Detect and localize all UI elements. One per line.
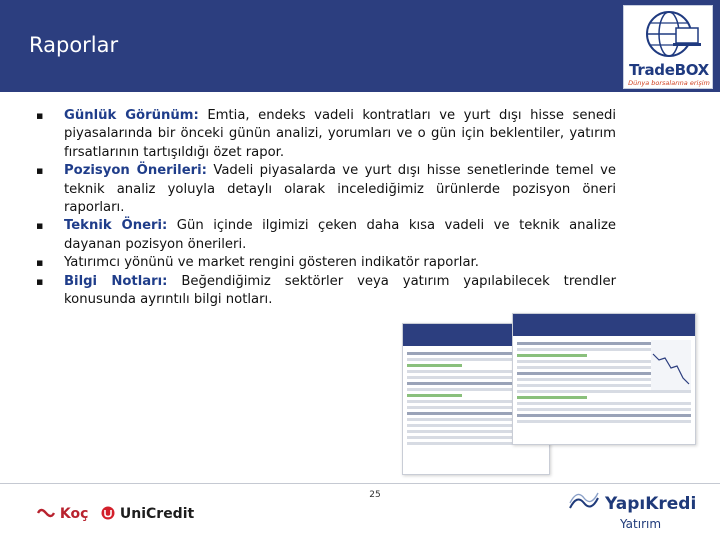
bullet-square-icon: ▪ [36, 109, 44, 122]
slide-header [0, 0, 720, 92]
bullet-item [36, 162, 616, 217]
bullet-term: Bilgi Notları: [64, 273, 168, 289]
logo-text: TradeBOX [629, 61, 709, 79]
globe-icon [624, 6, 714, 62]
bullet-item [36, 254, 616, 272]
report-thumbnail [512, 313, 696, 445]
bullet-text: Emtia, endeks vadeli kontratları ve yurt dışı hisse senedi piyasalarında bir önceki günün analizi, yorumları ve o gün için beklentiler, yatırım fırsatlarının tartışıldığı özet rapor. [64, 108, 616, 160]
bullet-square-icon: ▪ [36, 274, 44, 288]
bullet-term: Günlük Görünüm: [64, 108, 199, 123]
tradebox-logo [623, 5, 713, 89]
footer-divider [0, 483, 720, 484]
bullet-text: Gün içinde ilgimizi çeken daha kısa vadeli ve teknik analize dayanan pozisyon önerileri. [64, 218, 616, 252]
bullet-item [36, 107, 616, 162]
yapikredi-subtitle: Yatırım [620, 517, 662, 531]
unicredit-logo-text: UniCredit [119, 506, 195, 522]
bullet-text: Vadeli piyasalarda ve yurt dışı hisse senetlerinde temel ve teknik analiz yoluyla detaylı olarak incelediğimiz ürünlerde pozisyon öneri raporları. [64, 163, 616, 216]
slide-title: Raporlar [29, 33, 119, 57]
bullet-text: Beğendiğimiz sektörler veya yatırım yapılabilecek trendler konusunda ayrıntılı bilgi notları. [64, 273, 616, 308]
koc-logo-text: Koç [59, 506, 89, 522]
koc-logo [37, 506, 88, 522]
logo-tagline: Dünya borsalarına erişim [628, 79, 710, 87]
bullet-square-icon: ▪ [36, 219, 44, 233]
bullet-square-icon: ▪ [36, 256, 44, 270]
thumbnail-header [513, 314, 695, 336]
unicredit-emblem-icon [101, 506, 115, 520]
bullet-term: Pozisyon Önerileri: [64, 163, 207, 179]
bullet-item [36, 217, 616, 254]
price-chart-icon [651, 340, 691, 390]
bullet-square-icon: ▪ [36, 164, 44, 178]
page-number: 25 [369, 490, 381, 500]
bullet-term: Teknik Öneri: [64, 218, 168, 234]
bullet-list [36, 107, 616, 309]
koc-emblem-icon [37, 507, 55, 519]
yapikredi-name: YapıKredi [605, 494, 697, 514]
bullet-text: Yatırımcı yönünü ve market rengini gösteren indikatör raporlar. [64, 255, 479, 271]
bullet-item [36, 273, 616, 310]
yapikredi-emblem-icon [567, 492, 601, 514]
unicredit-logo [101, 506, 194, 522]
